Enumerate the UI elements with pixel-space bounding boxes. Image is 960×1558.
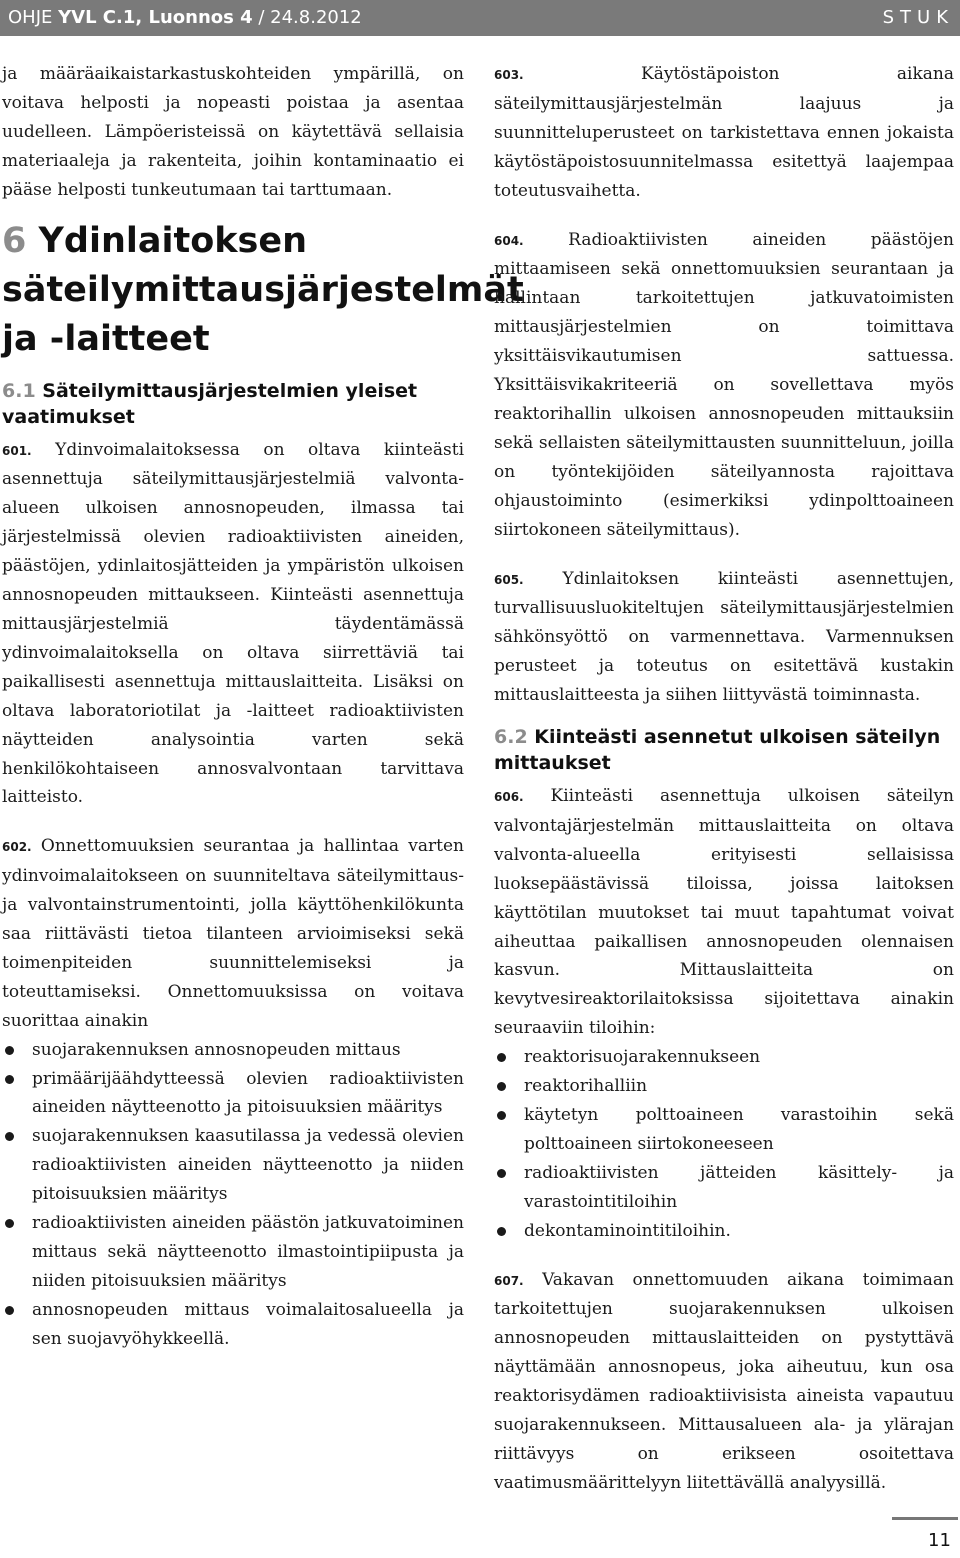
paragraph-text: Kiinteästi asennettuja ulkoisen säteilyn valvontajärjestelmän mittauslaitteita on oltava valvonta-alueella erityisesti sellaisissa luoksepäästävissä tiloissa, joissa laitoksen käyttötilan muutokset tai muut tapahtumat voivat aiheuttaa paikallisen annosnopeuden olennaisen kasvun. Mittauslaitteita on kevytvesireaktorilaitoksissa sijoitettava ainakin seuraaviin tiloihin: bbox=[494, 786, 954, 1039]
paragraph-text: Onnettomuuksien seurantaa ja hallintaa varten ydinvoimalaitokseen on suunniteltava säteilymittaus- ja valvontainstrumentointi, jolla käyttöhenkilökunta saa riittävästi tietoa tilanteen arvioimiseksi sekä toimenpiteiden suunnittelemiseksi ja toteuttamiseksi. Onnettomuuksissa on voitava suorittaa ainakin bbox=[2, 836, 464, 1031]
paragraph-603 bbox=[494, 60, 954, 206]
list-item: primäärijäähdytteessä olevien radioaktiivisten aineiden näytteenotto ja pitoisuuksien määritys bbox=[2, 1065, 464, 1123]
list-item: suojarakennuksen annosnopeuden mittaus bbox=[2, 1036, 464, 1065]
list-item: käytetyn polttoaineen varastoihin sekä polttoaineen siirtokoneeseen bbox=[494, 1101, 954, 1159]
paragraph-number: 605. bbox=[494, 572, 524, 587]
list-item: dekontaminointitiloihin. bbox=[494, 1217, 954, 1246]
paragraph-number: 604. bbox=[494, 233, 524, 248]
subsection-heading-6-1 bbox=[2, 378, 464, 430]
section-number: 6 bbox=[2, 220, 27, 261]
subsection-title: Kiinteästi asennetut ulkoisen säteilyn mittaukset bbox=[494, 726, 941, 775]
subsection-title: Säteilymittausjärjestelmien yleiset vaatimukset bbox=[2, 379, 418, 428]
paragraph-606 bbox=[494, 782, 954, 1043]
page-header bbox=[0, 0, 960, 36]
footer-rule bbox=[892, 1517, 958, 1520]
organization-name: STUK bbox=[882, 7, 954, 28]
paragraph-text: Vakavan onnettomuuden aikana toimimaan tarkoitettujen suojarakennuksen ulkoisen annosnopeuden mittauslaitteiden on pystyttävä näyttämään annosnopeus, joka aiheutuu, kun osa reaktorisydämen radioaktiivisista aineista vapautuu suojarakennukseen. Mittausalueen ala- ja ylärajan riittävyys on erikseen osoitettava vaatimusmäärittelyyn liitettävällä analyysillä. bbox=[494, 1269, 954, 1493]
bullet-list-606 bbox=[494, 1043, 954, 1245]
bullet-list-602 bbox=[2, 1036, 464, 1354]
page-number: 11 bbox=[928, 1530, 951, 1551]
document-id: OHJE YVL C.1, Luonnos 4 / 24.8.2012 bbox=[8, 7, 362, 28]
paragraph-number: 606. bbox=[494, 790, 524, 805]
subsection-number: 6.1 bbox=[2, 379, 36, 402]
paragraph-number: 603. bbox=[494, 68, 524, 82]
subsection-number: 6.2 bbox=[494, 726, 528, 749]
right-column bbox=[494, 60, 954, 1498]
paragraph-number: 602. bbox=[2, 840, 32, 855]
paragraph-text: Käytöstäpoiston aikana säteilymittausjärjestelmän laajuus ja suunnitteluperusteet on tarkistettava ennen jokaista käytöstäpoistosuunnitelmassa esitettyä laajempaa toteutusvaihetta. bbox=[494, 64, 954, 201]
list-item: annosnopeuden mittaus voimalaitosalueella ja sen suojavyöhykkeellä. bbox=[2, 1296, 464, 1354]
paragraph-604 bbox=[494, 226, 954, 545]
paragraph-text: Radioaktiivisten aineiden päästöjen mittaamiseen sekä onnettomuuksien seurantaan ja hallintaan tarkoitettujen jatkuvatoimisten mittausjärjestelmien on toimittava yksittäisvikautumisen sattuessa. Yksittäisvikakriteeriä on sovellettava myös reaktorihallin ulkoisen annosnopeuden mittauksiin sekä sellaisten säteilymittausten suunnitteluun, joilla on työntekijöiden säteilyannosta rajoittava ohjaustoiminto (esimerkiksi ydinpolttoaineen siirtokoneen säteilymittaus). bbox=[494, 229, 954, 540]
section-title: Ydinlaitoksen säteilymittausjärjestelmät ja -laitteet bbox=[2, 220, 524, 359]
paragraph-number: 601. bbox=[2, 443, 32, 458]
list-item: reaktorisuojarakennukseen bbox=[494, 1043, 954, 1072]
paragraph-605 bbox=[494, 565, 954, 711]
intro-paragraph: ja määräaikaistarkastuskohteiden ympärillä, on voitava helposti ja nopeasti poistaa ja asentaa uudelleen. Lämpöeristeissä on käytettävä sellaisia materiaaleja ja rakenteita, joihin kontaminaatio ei pääse helposti tunkeutumaan tai tarttumaan. bbox=[2, 64, 464, 200]
list-item: suojarakennuksen kaasutilassa ja vedessä olevien radioaktiivisten aineiden näytteenotto ja niiden pitoisuuksien määritys bbox=[2, 1122, 464, 1209]
subsection-heading-6-2 bbox=[494, 724, 954, 776]
paragraph-602 bbox=[2, 832, 464, 1035]
list-item: radioaktiivisten aineiden päästön jatkuvatoiminen mittaus sekä näytteenotto ilmastointipiipusta ja niiden pitoisuuksien määritys bbox=[2, 1209, 464, 1296]
list-item: radioaktiivisten jätteiden käsittely- ja varastointitiloihin bbox=[494, 1159, 954, 1217]
paragraph-601 bbox=[2, 436, 464, 813]
paragraph-text: Ydinlaitoksen kiinteästi asennettujen, turvallisuusluokiteltujen säteilymittausjärjestelmien sähkönsyöttö on varmennettava. Varmennuksen perusteet ja toteutus on esitettävä kustakin mittauslaitteesta ja siihen liittyvästä toiminnasta. bbox=[494, 568, 954, 706]
list-item: reaktorihalliin bbox=[494, 1072, 954, 1101]
paragraph-text: Ydinvoimalaitoksessa on oltava kiinteästi asennettuja säteilymittausjärjestelmiä valvonta-alueen ulkoisen annosnopeuden, ilmassa tai järjestelmissä olevien radioaktiivisten aineiden, päästöjen, ydinlaitosjätteiden ja ympäristön ulkoisen annosnopeuden mittaukseen. Kiinteästi asennettuja mittausjärjestelmiä täydentämässä ydinvoimalaitoksella on oltava siirrettäviä tai paikallisesti asennettuja mittauslaitteita. Lisäksi on oltava laboratoriotilat ja -laitteet radioaktiivisten näytteiden analysointia varten sekä henkilökohtaiseen annosvalvontaan tarvittava laitteisto. bbox=[2, 439, 465, 808]
paragraph-number: 607. bbox=[494, 1273, 524, 1288]
paragraph-607 bbox=[494, 1266, 954, 1498]
